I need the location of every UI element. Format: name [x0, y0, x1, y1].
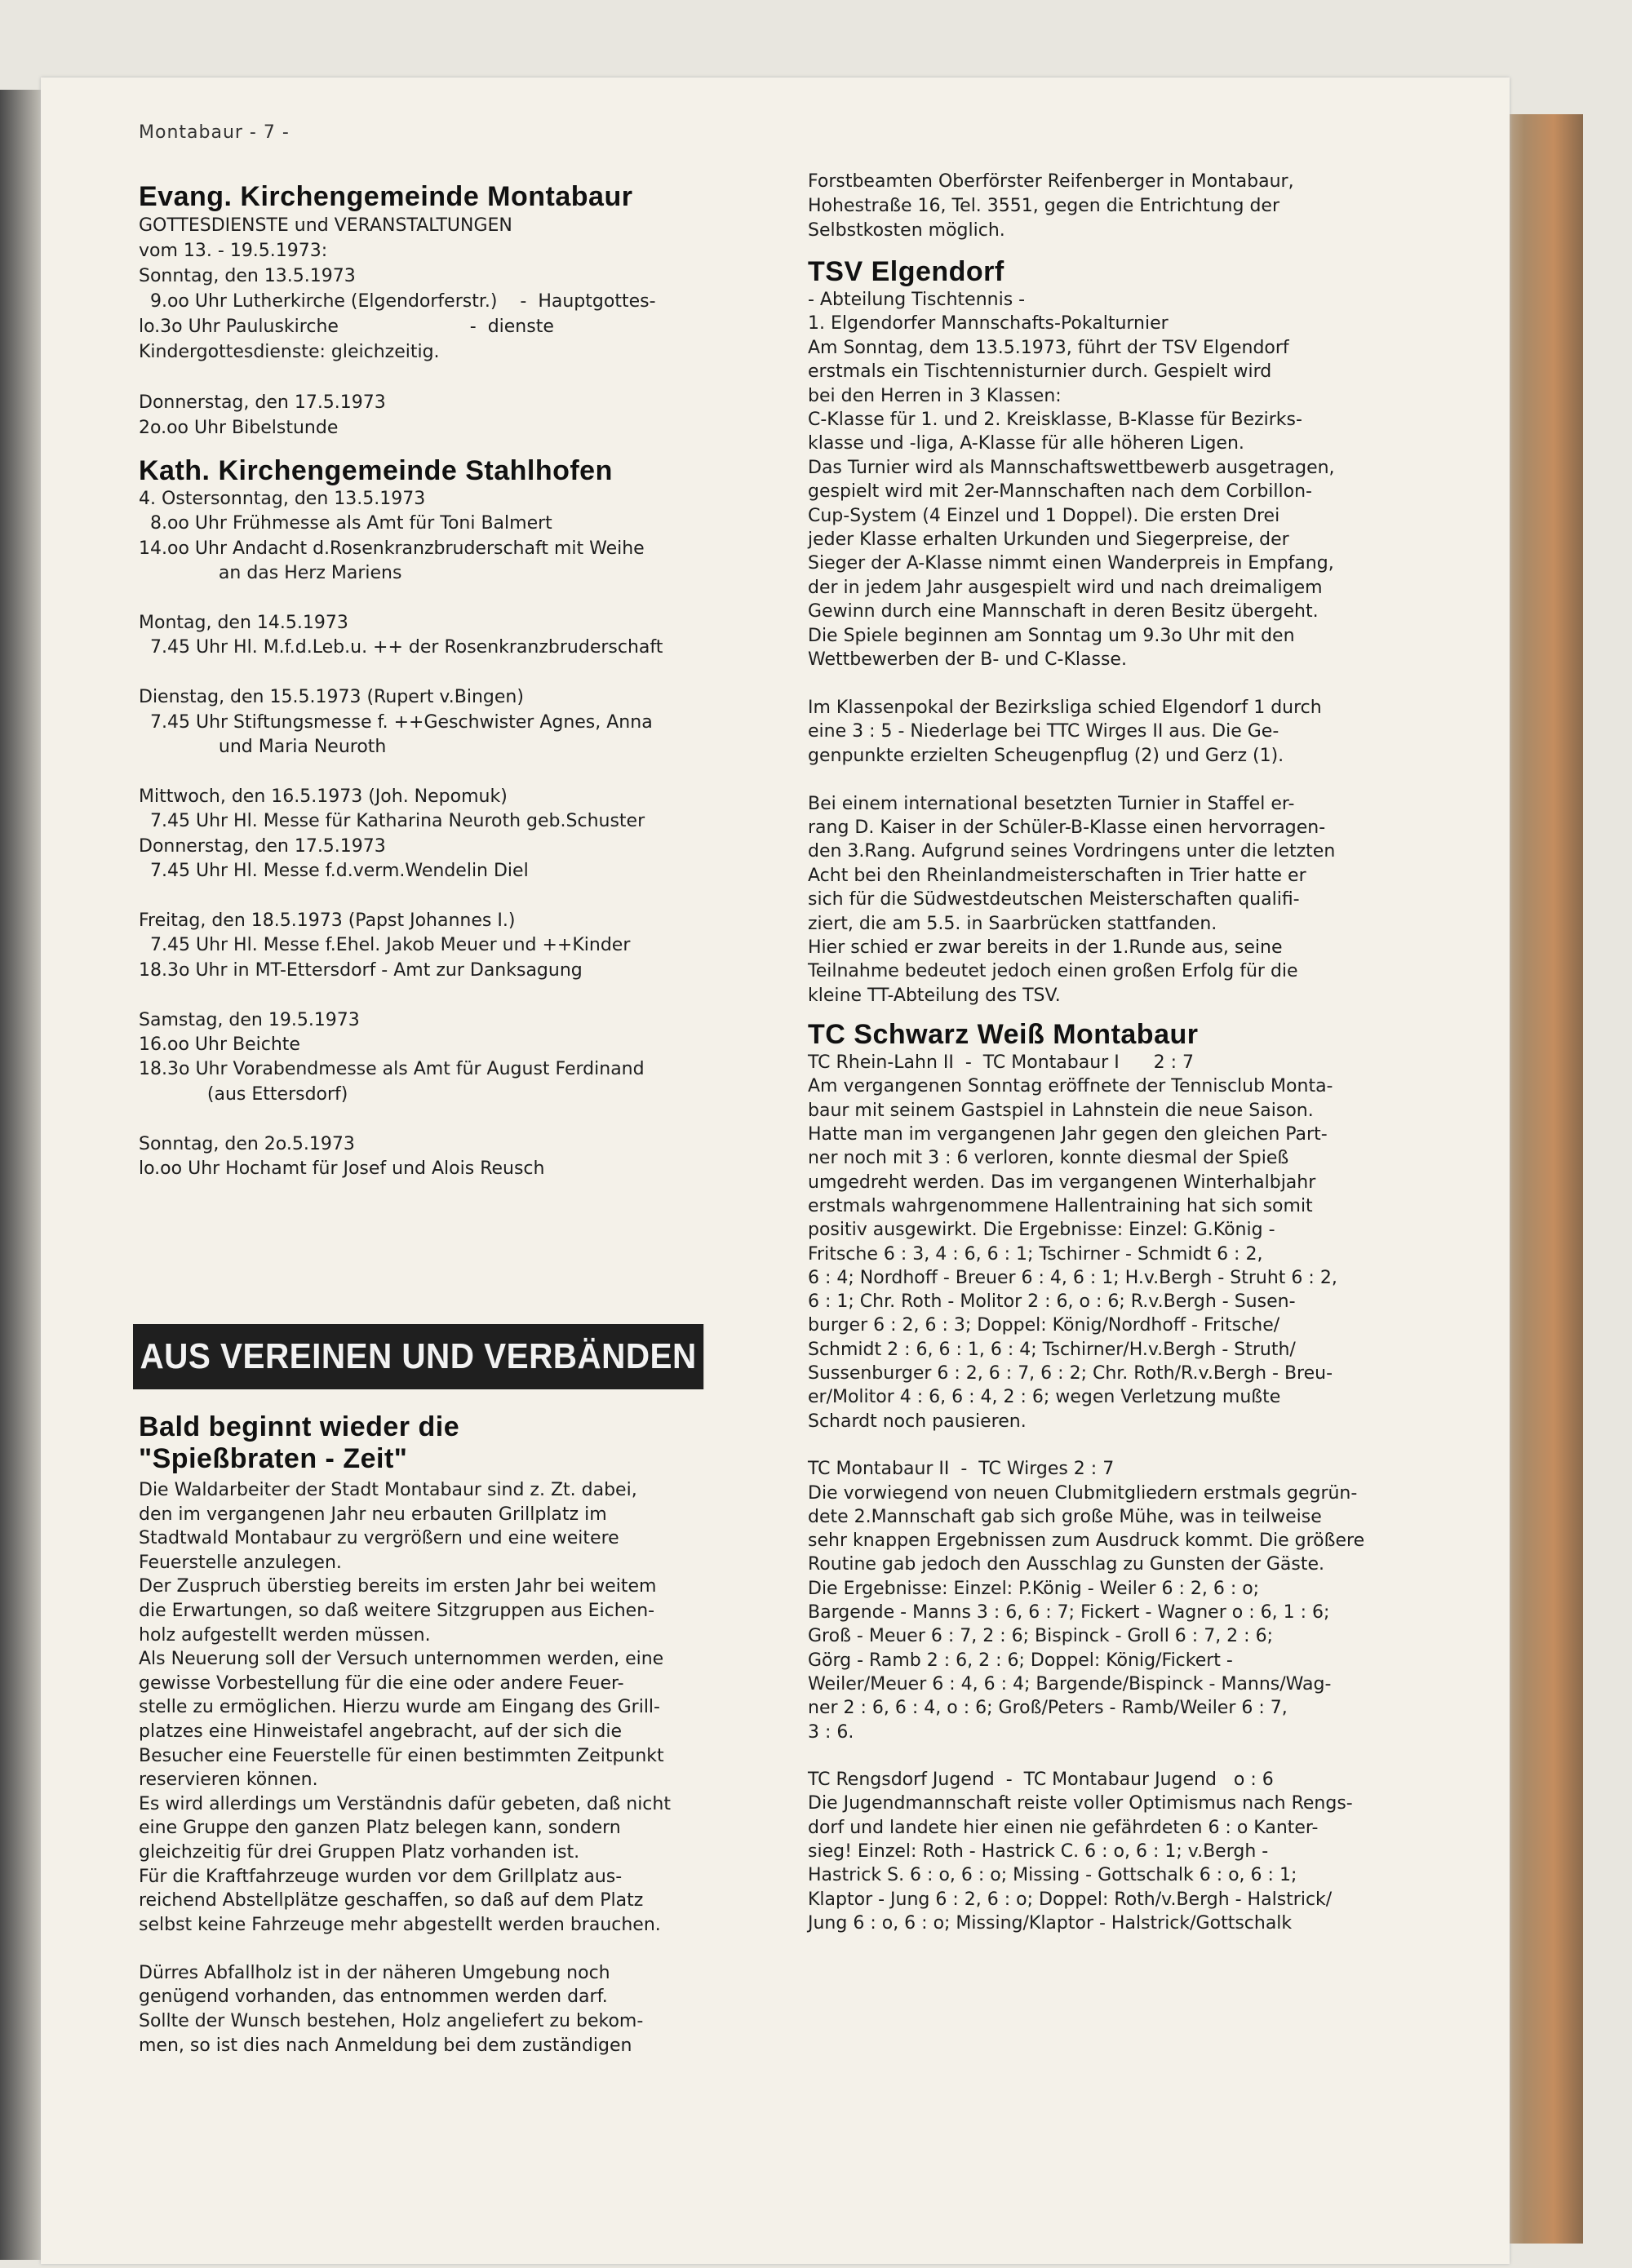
- right-column: [808, 170, 1444, 1935]
- text-line: der in jedem Jahr ausgespielt wird und nach dreimaligem: [808, 577, 1323, 598]
- text-line: ner 2 : 6, 6 : 4, o : 6; Groß/Peters - Ramb/Weiler 6 : 7,: [808, 1698, 1288, 1719]
- text-line: Die Waldarbeiter der Stadt Montabaur sind z. Zt. dabei,: [139, 1480, 637, 1500]
- text-line: gewisse Vorbestellung für die eine oder andere Feuer-: [139, 1672, 624, 1694]
- text-line: bei den Herren in 3 Klassen:: [808, 385, 1062, 406]
- text-line: Routine gab jedoch den Ausschlag zu Gunsten der Gäste.: [808, 1554, 1325, 1575]
- text-line: gespielt wird mit 2er-Mannschaften nach dem Corbillon-: [808, 481, 1312, 503]
- text-line: kleine TT-Abteilung des TSV.: [808, 985, 1061, 1006]
- text-line: Fritsche 6 : 3, 4 : 6, 6 : 1; Tschirner - Schmidt 6 : 2,: [808, 1243, 1263, 1265]
- text-line: 9.oo Uhr Lutherkirche (Elgendorferstr.) - Hauptgottes-: [139, 291, 656, 312]
- text-line: Die Ergebnisse: Einzel: P.König - Weiler 6 : 2, 6 : o;: [808, 1578, 1260, 1599]
- text-line: Für die Kraftfahrzeuge wurden vor dem Grillplatz aus-: [139, 1866, 623, 1887]
- left-column: [139, 181, 759, 1181]
- text-line: Als Neuerung soll der Versuch unternommen werden, eine: [139, 1649, 664, 1670]
- text-line: vom 13. - 19.5.1973:: [139, 241, 328, 261]
- text-line: Weiler/Meuer 6 : 4, 6 : 4; Bargende/Bispinck - Manns/Wag-: [808, 1673, 1332, 1694]
- text-line: 6 : 4; Nordhoff - Breuer 6 : 4, 6 : 1; H.v.Bergh - Struht 6 : 2,: [808, 1267, 1337, 1288]
- article-title-line-2: "Spießbraten - Zeit": [139, 1443, 408, 1474]
- text-line: Die vorwiegend von neuen Clubmitgliedern erstmals gegrün-: [808, 1482, 1358, 1504]
- text-line: Das Turnier wird als Mannschaftswettbewerb ausgetragen,: [808, 457, 1335, 478]
- text-line: [139, 661, 759, 685]
- text-line: dorf und landete hier einen nie gefährdeten 6 : o Kanter-: [808, 1817, 1319, 1838]
- text-line: [139, 760, 759, 784]
- text-line: Hier schied er zwar bereits in der 1.Runde aus, seine: [808, 937, 1283, 958]
- text-line: TC Rhein-Lahn II - TC Montabaur I 2 : 7: [808, 1052, 1195, 1074]
- text-line: Hatte man im vergangenen Jahr gegen den gleichen Part-: [808, 1124, 1328, 1145]
- text-line: Selbstkosten möglich.: [808, 220, 1005, 241]
- text-line: Dürres Abfallholz ist in der näheren Umgebung noch: [139, 1962, 610, 1983]
- text-line: Am Sonntag, dem 13.5.1973, führt der TSV Elgendorf: [808, 337, 1289, 358]
- text-line: klasse und -liga, A-Klasse für alle höheren Ligen.: [808, 433, 1244, 454]
- text-line: 18.3o Uhr Vorabendmesse als Amt für August Ferdinand: [139, 1059, 645, 1080]
- text-line: reichend Abstellplätze geschaffen, so daß auf dem Platz: [139, 1890, 644, 1911]
- text-line: Montag, den 14.5.1973: [139, 613, 348, 634]
- section-title-evang: Evang. Kirchengemeinde Montabaur: [139, 181, 633, 212]
- text-line: lo.oo Uhr Hochamt für Josef und Alois Reusch: [139, 1158, 545, 1179]
- text-line: Stadtwald Montabaur zu vergrößern und eine weitere: [139, 1528, 619, 1549]
- text-line: 14.oo Uhr Andacht d.Rosenkranzbruderschaft mit Weihe: [139, 538, 645, 559]
- section-banner: AUS VEREINEN UND VERBÄNDEN: [133, 1324, 703, 1389]
- text-line: Hohestraße 16, Tel. 3551, gegen die Entrichtung der: [808, 196, 1279, 216]
- text-line: ner noch mit 3 : 6 verloren, konnte diesmal der Spieß: [808, 1148, 1289, 1169]
- text-line: Der Zuspruch überstieg bereits im ersten Jahr bei weitem: [139, 1576, 657, 1597]
- text-line: C-Klasse für 1. und 2. Kreisklasse, B-Klasse für Bezirks-: [808, 410, 1302, 431]
- text-line: Görg - Ramb 2 : 6, 2 : 6; Doppel: König/Fickert -: [808, 1650, 1233, 1671]
- text-line: eine 3 : 5 - Niederlage bei TTC Wirges II aus. Die Ge-: [808, 721, 1279, 742]
- text-line: - Abteilung Tischtennis -: [808, 290, 1026, 310]
- evang-text: [139, 213, 759, 441]
- text-line: erstmals wahrgenommene Hallentraining hat sich somit: [808, 1195, 1313, 1216]
- text-line: 7.45 Uhr Hl. M.f.d.Leb.u. ++ der Rosenkranzbruderschaft: [139, 637, 663, 658]
- text-line: 7.45 Uhr Hl. Messe für Katharina Neuroth geb.Schuster: [139, 811, 645, 832]
- text-line: Es wird allerdings um Verständnis dafür gebeten, daß nicht: [139, 1793, 671, 1814]
- text-line: Forstbeamten Oberförster Reifenberger in Montabaur,: [808, 171, 1294, 192]
- text-line: sehr knappen Ergebnissen zum Ausdruck kommt. Die größere: [808, 1530, 1365, 1552]
- text-line: Sonntag, den 13.5.1973: [139, 266, 356, 286]
- running-head: Montabaur - 7 -: [139, 122, 290, 143]
- text-line: [808, 1744, 1444, 1768]
- text-line: [139, 365, 759, 390]
- text-line: Teilnahme bedeutet jedoch einen großen Erfolg für die: [808, 961, 1298, 982]
- section-title-tsv: TSV Elgendorf: [808, 256, 1004, 287]
- text-line: 2o.oo Uhr Bibelstunde: [139, 418, 339, 438]
- text-line: Im Klassenpokal der Bezirksliga schied Elgendorf 1 durch: [808, 697, 1322, 718]
- text-line: Dienstag, den 15.5.1973 (Rupert v.Bingen): [139, 687, 524, 708]
- text-line: Die Jugendmannschaft reiste voller Optimismus nach Rengs-: [808, 1793, 1353, 1814]
- text-line: eine Gruppe den ganzen Platz belegen kann, sondern: [139, 1818, 621, 1839]
- tc-text: [808, 1051, 1444, 1935]
- text-line: die Erwartungen, so daß weitere Sitzgruppen aus Eichen-: [139, 1600, 655, 1621]
- text-line: sieg! Einzel: Roth - Hastrick C. 6 : o, 6 : 1; v.Bergh -: [808, 1841, 1269, 1862]
- text-line: rang D. Kaiser in der Schüler-B-Klasse einen hervorragen-: [808, 817, 1326, 838]
- text-line: [139, 587, 759, 611]
- text-line: er/Molitor 4 : 6, 6 : 4, 2 : 6; wegen Verletzung mußte: [808, 1387, 1281, 1408]
- text-line: Freitag, den 18.5.1973 (Papst Johannes I.): [139, 910, 516, 931]
- text-line: Cup-System (4 Einzel und 1 Doppel). Die ersten Drei: [808, 505, 1280, 526]
- text-line: jeder Klasse erhalten Urkunden und Siegerpreise, der: [808, 529, 1289, 551]
- text-line: Donnerstag, den 17.5.1973: [139, 835, 386, 857]
- section-title-tc: TC Schwarz Weiß Montabaur: [808, 1019, 1199, 1051]
- text-line: und Maria Neuroth: [139, 737, 387, 758]
- text-line: dete 2.Mannschaft gab sich große Mühe, was in teilweise: [808, 1506, 1322, 1527]
- text-line: Donnerstag, den 17.5.1973: [139, 392, 386, 413]
- text-line: Die Spiele beginnen am Sonntag um 9.3o Uhr mit den: [808, 625, 1295, 646]
- text-line: genpunkte erzielten Scheugenpflug (2) und Gerz (1).: [808, 745, 1284, 766]
- text-line: 3 : 6.: [808, 1721, 854, 1743]
- text-line: (aus Ettersdorf): [139, 1083, 348, 1105]
- text-line: Gewinn durch eine Mannschaft in deren Besitz übergeht.: [808, 601, 1319, 622]
- article-title-line-1: Bald beginnt wieder die: [139, 1411, 460, 1442]
- text-line: [139, 1937, 759, 1961]
- text-line: stelle zu ermöglichen. Hierzu wurde am Eingang des Grill-: [139, 1697, 660, 1718]
- text-line: Bargende - Manns 3 : 6, 6 : 7; Fickert - Wagner o : 6, 1 : 6;: [808, 1602, 1330, 1623]
- text-line: [808, 1433, 1444, 1457]
- text-line: holz aufgestellt werden müssen.: [139, 1624, 431, 1646]
- text-line: 7.45 Uhr Hl. Messe f.d.verm.Wendelin Diel: [139, 861, 529, 882]
- text-line: den im vergangenen Jahr neu erbauten Grillplatz im: [139, 1504, 607, 1525]
- kath-text: [139, 487, 759, 1181]
- text-line: Jung 6 : o, 6 : o; Missing/Klaptor - Halstrick/Gottschalk: [808, 1912, 1293, 1934]
- text-line: ziert, die am 5.5. in Saarbrücken stattfanden.: [808, 913, 1217, 934]
- text-line: GOTTESDIENSTE und VERANSTALTUNGEN: [139, 215, 512, 236]
- text-line: men, so ist dies nach Anmeldung bei dem zuständigen: [139, 2035, 632, 2056]
- text-line: baur mit seinem Gastspiel in Lahnstein die neue Saison.: [808, 1100, 1314, 1121]
- spiess-article: [139, 1411, 759, 2058]
- tsv-text: [808, 288, 1444, 1008]
- text-line: 7.45 Uhr Stiftungsmesse f. ++Geschwister Agnes, Anna: [139, 711, 653, 733]
- text-line: [139, 1107, 759, 1132]
- text-line: Hastrick S. 6 : o, 6 : o; Missing - Gottschalk 6 : o, 6 : 1;: [808, 1865, 1297, 1886]
- text-line: Groß - Meuer 6 : 7, 2 : 6; Bispinck - Groll 6 : 7, 2 : 6;: [808, 1626, 1273, 1647]
- text-line: 6 : 1; Chr. Roth - Molitor 2 : 6, o : 6; R.v.Bergh - Susen-: [808, 1291, 1296, 1313]
- text-line: Samstag, den 19.5.1973: [139, 1009, 360, 1030]
- section-title-kath: Kath. Kirchengemeinde Stahlhofen: [139, 455, 613, 486]
- text-line: [808, 672, 1444, 696]
- text-line: 18.3o Uhr in MT-Ettersdorf - Amt zur Danksagung: [139, 959, 583, 981]
- text-line: Sonntag, den 2o.5.1973: [139, 1133, 355, 1154]
- text-line: Mittwoch, den 16.5.1973 (Joh. Nepomuk): [139, 786, 508, 807]
- text-line: 4. Ostersonntag, den 13.5.1973: [139, 489, 426, 509]
- text-line: Acht bei den Rheinlandmeisterschaften in Trier hatte er: [808, 865, 1306, 886]
- text-line: 16.oo Uhr Beichte: [139, 1034, 300, 1055]
- text-line: Sussenburger 6 : 2, 6 : 7, 6 : 2; Chr. Roth/R.v.Bergh - Breu-: [808, 1363, 1333, 1384]
- text-line: erstmals ein Tischtennisturnier durch. Gespielt wird: [808, 361, 1272, 383]
- text-line: Am vergangenen Sonntag eröffnete der Tennisclub Monta-: [808, 1076, 1333, 1097]
- text-line: Schmidt 2 : 6, 6 : 1, 6 : 4; Tschirner/H.v.Bergh - Struth/: [808, 1339, 1296, 1360]
- text-line: TC Montabaur II - TC Wirges 2 : 7: [808, 1459, 1115, 1480]
- text-line: Schardt noch pausieren.: [808, 1411, 1027, 1432]
- text-line: 1. Elgendorfer Mannschafts-Pokalturnier: [808, 313, 1169, 334]
- text-line: 7.45 Uhr Hl. Messe f.Ehel. Jakob Meuer und ++Kinder: [139, 935, 631, 956]
- text-line: Wettbewerben der B- und C-Klasse.: [808, 649, 1127, 671]
- text-line: genügend vorhanden, das entnommen werden darf.: [139, 1987, 608, 2008]
- text-line: lo.3o Uhr Pauluskirche - dienste: [139, 317, 554, 337]
- text-line: reservieren können.: [139, 1770, 318, 1791]
- text-line: [808, 768, 1444, 791]
- text-line: an das Herz Mariens: [139, 563, 402, 584]
- text-line: burger 6 : 2, 6 : 3; Doppel: König/Nordhoff - Fritsche/: [808, 1315, 1280, 1336]
- text-line: Bei einem international besetzten Turnier in Staffel er-: [808, 793, 1295, 814]
- text-line: 8.oo Uhr Frühmesse als Amt für Toni Balmert: [139, 513, 552, 534]
- text-line: sich für die Südwestdeutschen Meisterschaften qualifi-: [808, 889, 1300, 910]
- text-line: Sollte der Wunsch bestehen, Holz angeliefert zu bekom-: [139, 2011, 644, 2032]
- text-line: Besucher eine Feuerstelle für einen bestimmten Zeitpunkt: [139, 1745, 664, 1766]
- text-line: platzes eine Hinweistafel angebracht, auf der sich die: [139, 1721, 623, 1742]
- text-line: umgedreht werden. Das im vergangenen Winterhalbjahr: [808, 1172, 1316, 1193]
- spiess-text: [139, 1478, 759, 2058]
- text-line: Sieger der A-Klasse nimmt einen Wanderpreis in Empfang,: [808, 553, 1334, 574]
- intro-text: [808, 170, 1444, 243]
- text-line: Kindergottesdienste: gleichzeitig.: [139, 342, 440, 362]
- text-line: selbst keine Fahrzeuge mehr abgestellt werden brauchen.: [139, 1914, 661, 1935]
- text-line: gleichzeitig für drei Gruppen Platz vorhanden ist.: [139, 1841, 580, 1863]
- text-line: [139, 884, 759, 909]
- text-line: [139, 983, 759, 1008]
- text-line: Klaptor - Jung 6 : 2, 6 : o; Doppel: Roth/v.Bergh - Halstrick/: [808, 1889, 1333, 1910]
- text-line: den 3.Rang. Aufgrund seines Vordringens unter die letzten: [808, 841, 1336, 862]
- text-line: positiv ausgewirkt. Die Ergebnisse: Einzel: G.König -: [808, 1220, 1275, 1241]
- text-line: TC Rengsdorf Jugend - TC Montabaur Jugend o : 6: [808, 1770, 1274, 1791]
- text-line: Feuerstelle anzulegen.: [139, 1552, 342, 1573]
